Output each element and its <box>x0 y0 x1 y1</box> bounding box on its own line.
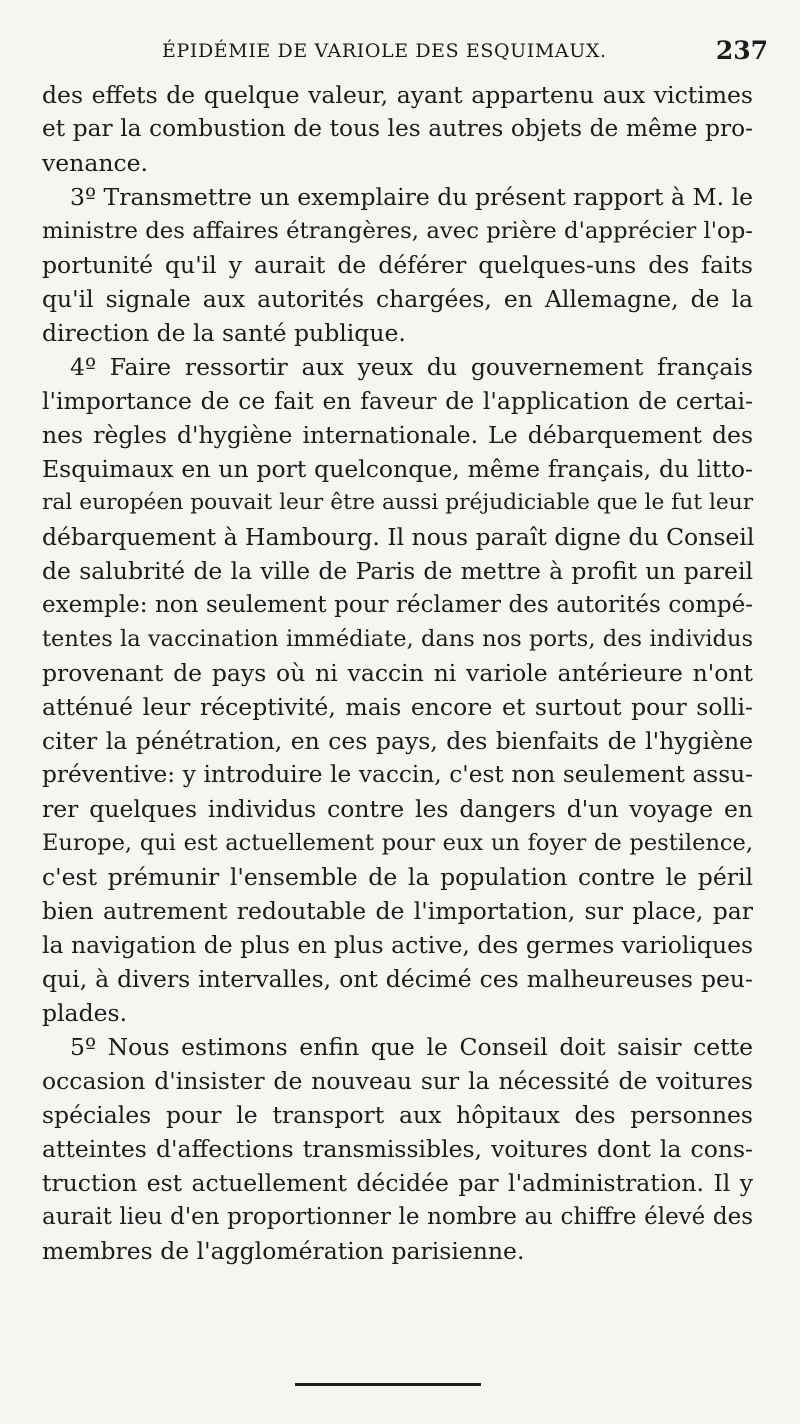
text-line: aurait lieu d'en proportionner le nombre au chiffre élevé des <box>42 1204 753 1230</box>
text-line: truction est actuellement décidée par l'administration. Il y <box>42 1169 753 1197</box>
text-line: c'est prémunir l'ensemble de la population contre le péril <box>42 863 753 891</box>
text-line: exemple: non seulement pour réclamer des autorités compé- <box>42 592 753 618</box>
text-line: plades. <box>42 999 128 1027</box>
text-line: préventive: y introduire le vaccin, c'est non seulement assu- <box>42 761 753 788</box>
text-line: ministre des affaires étrangères, avec prière d'apprécier l'op- <box>42 218 753 244</box>
text-line: 4º Faire ressortir aux yeux du gouvernement français <box>70 353 753 381</box>
text-line: atteintes d'affections transmissibles, voitures dont la cons- <box>42 1135 753 1163</box>
text-line: 5º Nous estimons enfin que le Conseil doit saisir cette <box>70 1033 753 1061</box>
text-line: tentes la vaccination immédiate, dans nos ports, des individus <box>42 626 753 652</box>
text-line: rer quelques individus contre les dangers d'un voyage en <box>42 795 753 823</box>
text-line: membres de l'agglomération parisienne. <box>42 1237 525 1265</box>
running-head <box>40 36 770 72</box>
text-line: Europe, qui est actuellement pour eux un foyer de pestilence, <box>42 830 753 856</box>
text-line: provenant de pays où ni vaccin ni variole antérieure n'ont <box>42 659 753 687</box>
page-number: 237 <box>715 36 768 65</box>
text-line: qu'il signale aux autorités chargées, en Allemagne, de la <box>42 285 753 313</box>
text-line: Esquimaux en un port quelconque, même français, du litto- <box>42 455 753 483</box>
text-line: citer la pénétration, en ces pays, des bienfaits de l'hygiène <box>42 727 753 755</box>
text-line: direction de la santé publique. <box>42 319 406 347</box>
text-line: 3º Transmettre un exemplaire du présent rapport à M. le <box>70 183 753 211</box>
text-line: nes règles d'hygiène internationale. Le débarquement des <box>42 421 753 449</box>
text-line: des effets de quelque valeur, ayant appartenu aux victimes <box>42 81 753 109</box>
text-line: ral européen pouvait leur être aussi préjudiciable que le fut leur <box>42 490 754 515</box>
text-line: et par la combustion de tous les autres objets de même pro- <box>42 115 753 142</box>
text-line: qui, à divers intervalles, ont décimé ces malheureuses peu- <box>42 965 753 993</box>
end-rule <box>295 1383 481 1386</box>
text-line: l'importance de ce fait en faveur de l'application de certai- <box>42 387 753 415</box>
text-line: atténué leur réceptivité, mais encore et surtout pour solli- <box>42 693 753 721</box>
text-line: occasion d'insister de nouveau sur la nécessité de voitures <box>42 1067 753 1095</box>
text-line: spéciales pour le transport aux hôpitaux des personnes <box>42 1101 753 1129</box>
text-line: la navigation de plus en plus active, des germes varioliques <box>42 931 754 959</box>
text-line: de salubrité de la ville de Paris de mettre à profit un pareil <box>42 557 753 585</box>
body-text <box>42 78 753 1268</box>
text-line: portunité qu'il y aurait de déférer quelques-uns des faits <box>42 251 753 279</box>
text-line: venance. <box>42 149 149 177</box>
text-line: bien autrement redoutable de l'importation, sur place, par <box>42 897 753 925</box>
running-title: ÉPIDÉMIE DE VARIOLE DES ESQUIMAUX. <box>162 40 607 62</box>
text-line: débarquement à Hambourg. Il nous paraît digne du Conseil <box>42 523 755 551</box>
